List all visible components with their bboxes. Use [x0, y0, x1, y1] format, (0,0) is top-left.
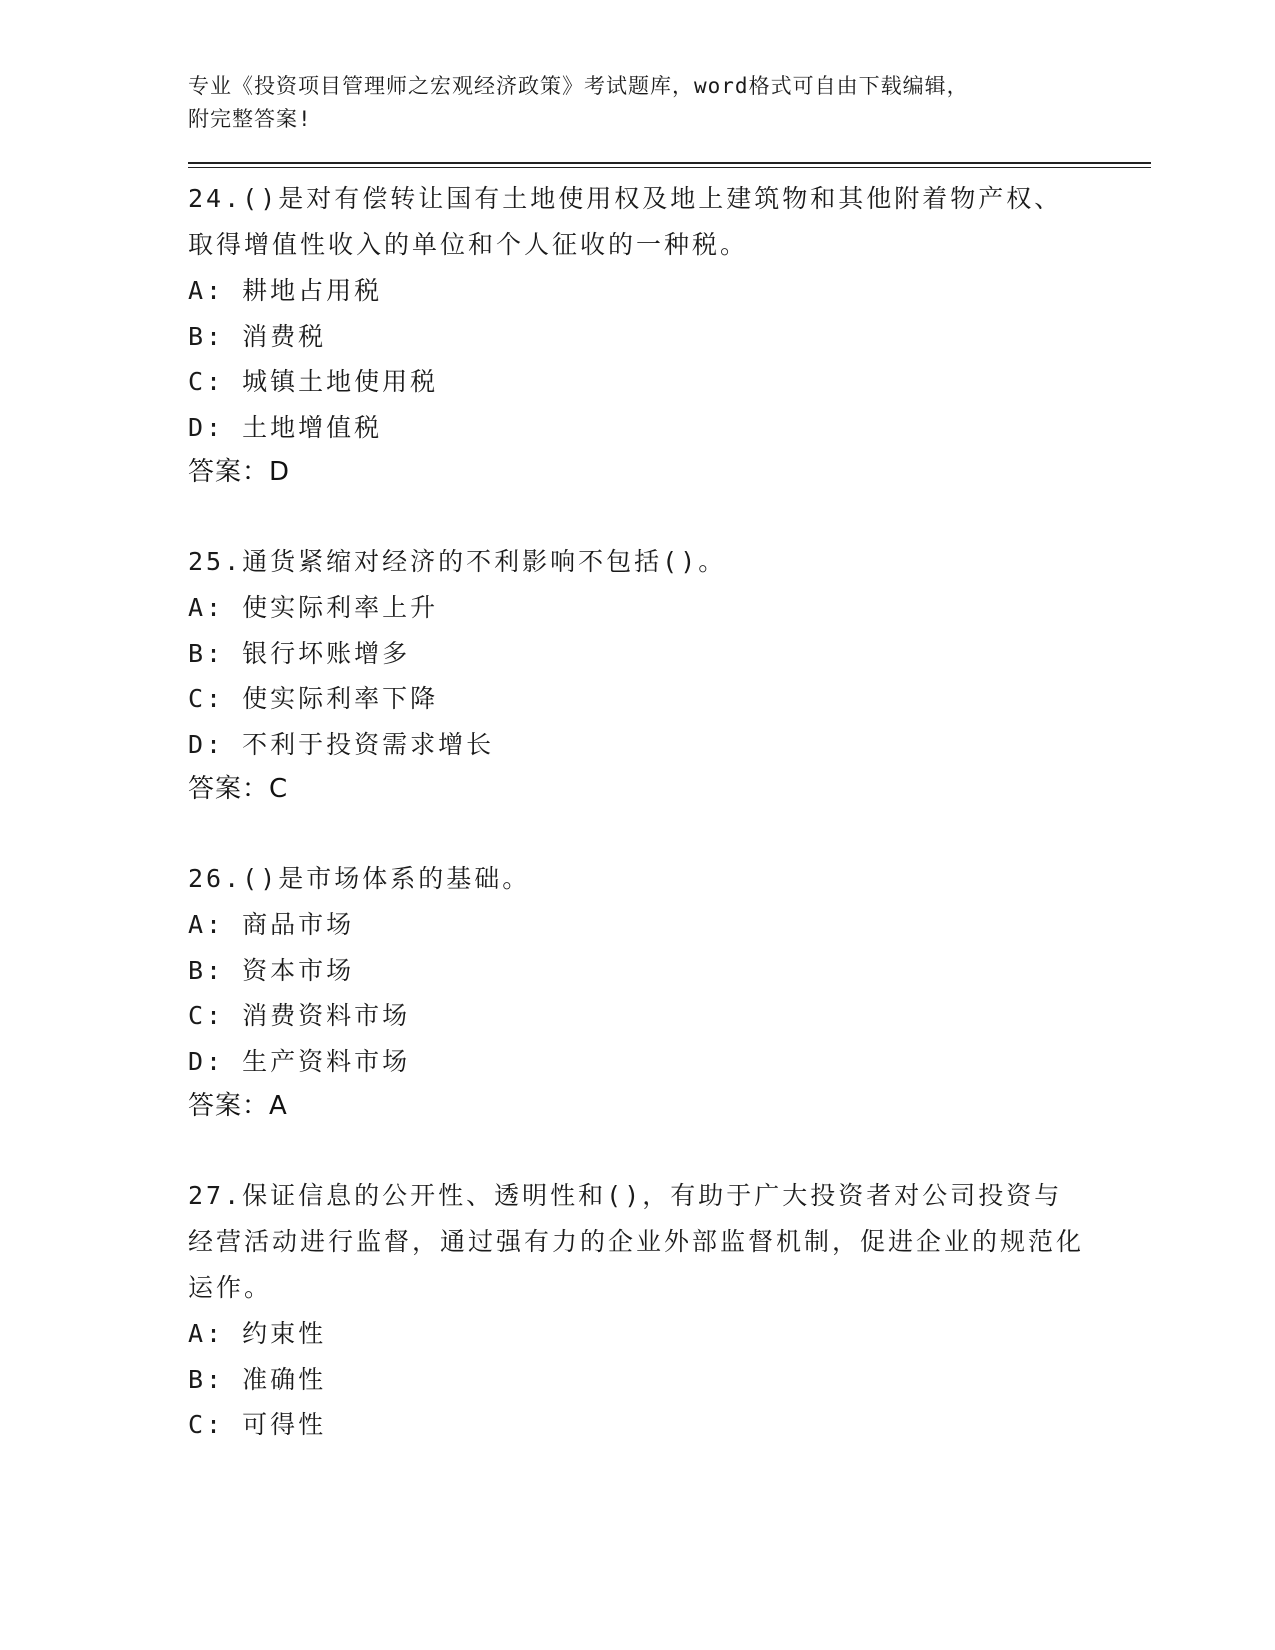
document-page — [188, 70, 1148, 1448]
question-text: 26.()是市场体系的基础。 — [188, 864, 531, 893]
question-text: 27.保证信息的公开性、透明性和()，有助于广大投资者对公司投资与经营活动进行监督，通过强有力的企业外部监督机制，促进企业的规范化运作。 — [188, 1181, 1085, 1302]
option-b: B: 银行坏账增多 — [188, 638, 411, 668]
document-header-line-2: 附完整答案! — [188, 107, 312, 131]
question-25 — [188, 539, 1148, 812]
option-a: A: 使实际利率上升 — [188, 593, 439, 622]
question-text: 24.()是对有偿转让国有土地使用权及地上建筑物和其他附着物产权、取得增值性收入的单位和个人征收的一种税。 — [188, 184, 1063, 259]
question-24 — [188, 176, 1148, 495]
option-a: A: 商品市场 — [188, 910, 355, 939]
option-b: B: 准确性 — [188, 1364, 327, 1394]
answer: 答案：D — [188, 457, 291, 487]
option-c: C: 城镇土地使用税 — [188, 367, 439, 396]
option-d: D: 不利于投资需求增长 — [188, 729, 495, 759]
option-a: A: 约束性 — [188, 1319, 327, 1348]
option-c: C: 消费资料市场 — [188, 1001, 411, 1030]
option-c: C: 可得性 — [188, 1410, 327, 1439]
question-26 — [188, 856, 1148, 1129]
option-d: D: 生产资料市场 — [188, 1046, 411, 1076]
option-a: A: 耕地占用税 — [188, 276, 383, 305]
option-b: B: 资本市场 — [188, 955, 355, 985]
question-text: 25.通货紧缩对经济的不利影响不包括()。 — [188, 547, 727, 576]
option-b: B: 消费税 — [188, 321, 327, 351]
answer: 答案：A — [188, 1091, 288, 1121]
question-27 — [188, 1173, 1148, 1448]
option-c: C: 使实际利率下降 — [188, 684, 439, 713]
answer: 答案：C — [188, 774, 289, 804]
option-d: D: 土地增值税 — [188, 412, 383, 442]
header-divider — [188, 162, 1151, 168]
document-header-line-1: 专业《投资项目管理师之宏观经济政策》考试题库，word格式可自由下载编辑， — [188, 74, 969, 98]
